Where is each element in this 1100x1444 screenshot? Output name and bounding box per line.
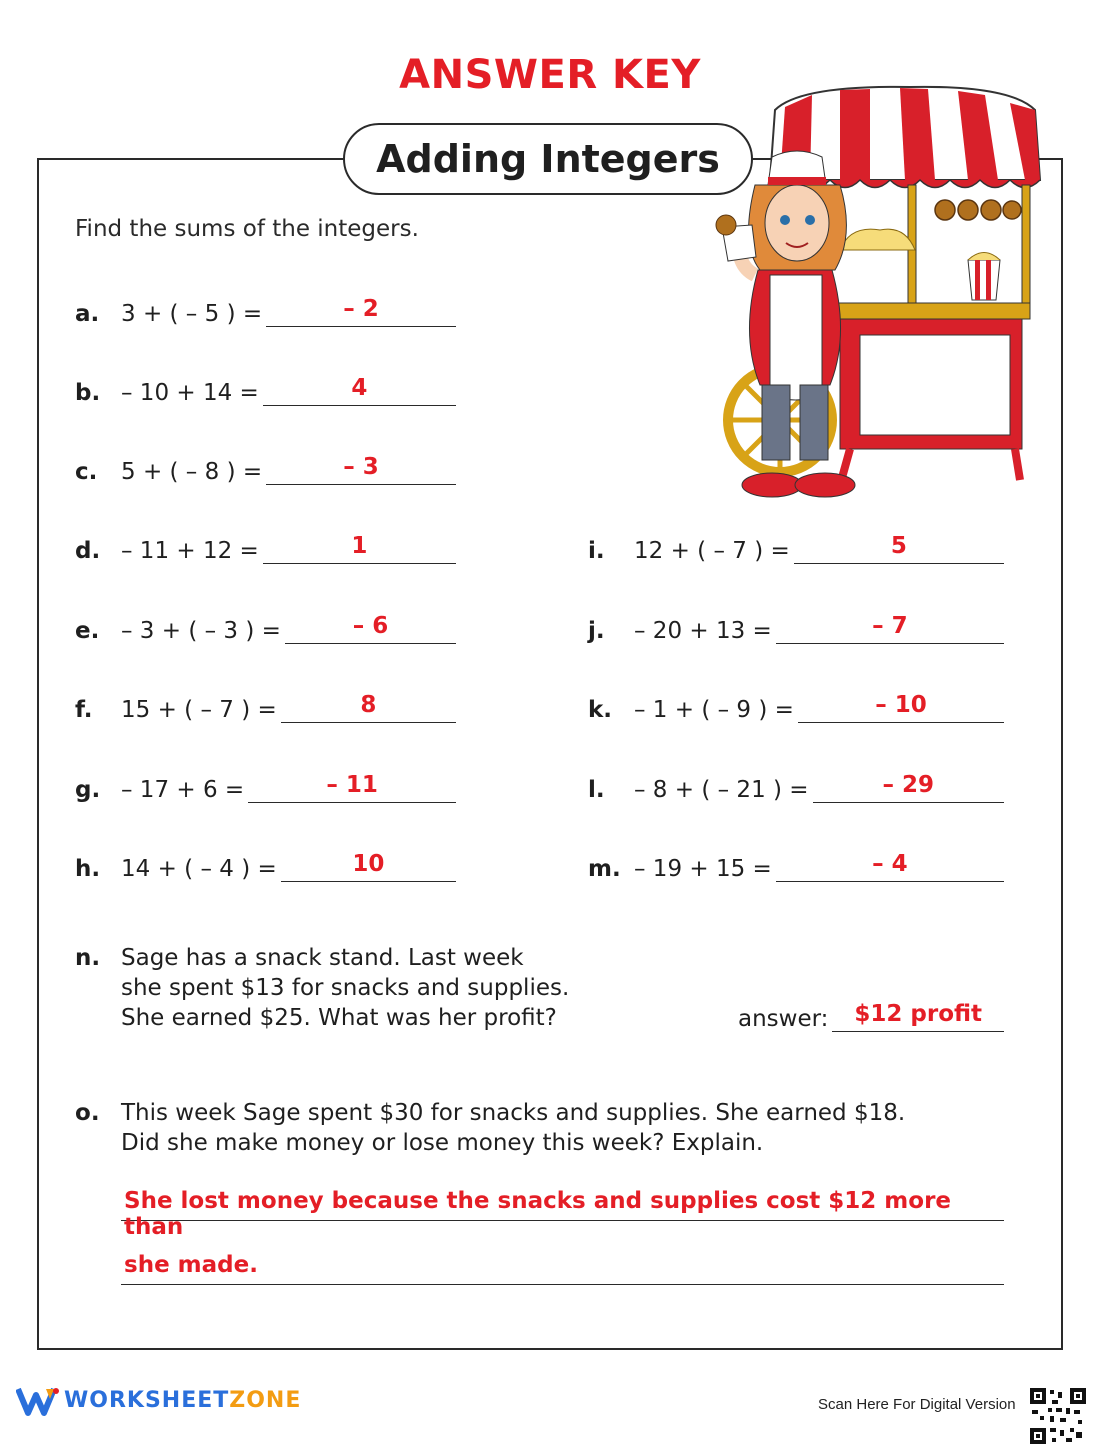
answer-blank[interactable] (813, 772, 1004, 803)
problem-expression: 3 + ( – 5 ) = (121, 301, 263, 327)
word-problem-o (75, 1098, 905, 1158)
problem-letter: d. (75, 538, 101, 564)
answer-value: – 4 (872, 851, 908, 877)
explain-answer-text: She lost money because the snacks and supplies cost $12 more than (124, 1188, 952, 1240)
answer-blank[interactable] (263, 375, 456, 406)
problem-e (75, 610, 456, 644)
problem-letter: c. (75, 459, 98, 485)
problem-letter: e. (75, 618, 100, 644)
problem-expression: 14 + ( – 4 ) = (121, 856, 277, 882)
word-n-answer (738, 998, 1004, 1032)
answer-value: – 7 (872, 613, 908, 639)
answer-value: 1 (351, 533, 368, 559)
problem-f (75, 689, 456, 723)
problem-letter: i. (588, 538, 605, 564)
problem-letter: o. (75, 1100, 100, 1126)
problem-expression: – 8 + ( – 21 ) = (634, 777, 809, 803)
scan-caption: Scan Here For Digital Version (818, 1396, 1016, 1413)
answer-value: 5 (890, 533, 907, 559)
problem-text-line: Sage has a snack stand. Last week (121, 945, 524, 971)
answer-blank[interactable] (794, 533, 1004, 564)
problem-j (588, 610, 1004, 644)
problem-expression: – 11 + 12 = (121, 538, 259, 564)
problem-letter: n. (75, 945, 101, 971)
worksheetzone-logo[interactable] (16, 1383, 301, 1417)
problem-expression: – 17 + 6 = (121, 777, 245, 803)
explain-line-2[interactable] (121, 1250, 1004, 1285)
answer-label: answer: (738, 1006, 829, 1032)
answer-value: 10 (352, 851, 385, 877)
problem-letter: j. (588, 618, 605, 644)
problem-letter: h. (75, 856, 101, 882)
problem-expression: – 10 + 14 = (121, 380, 259, 406)
problem-k (588, 689, 1004, 723)
worksheetzone-w-icon (16, 1383, 60, 1417)
answer-value: – 29 (882, 772, 935, 798)
problem-l (588, 769, 1004, 803)
problem-text-line: She earned $25. What was her profit? (121, 1005, 557, 1031)
problem-c (75, 451, 456, 485)
problem-i (588, 530, 1004, 564)
answer-blank[interactable] (776, 613, 1004, 644)
answer-blank[interactable] (776, 851, 1004, 882)
answer-value: – 10 (875, 692, 927, 718)
answer-blank[interactable] (281, 692, 456, 723)
problem-letter: k. (588, 697, 613, 723)
answer-value: $12 profit (854, 1001, 983, 1027)
problem-a (75, 293, 456, 327)
answer-blank[interactable] (263, 533, 456, 564)
instructions: Find the sums of the integers. (75, 216, 419, 242)
answer-blank[interactable] (285, 613, 456, 644)
problem-letter: b. (75, 380, 101, 406)
problem-letter: f. (75, 697, 93, 723)
problem-b (75, 372, 456, 406)
explain-answer-text: she made. (124, 1252, 258, 1278)
problem-g (75, 769, 456, 803)
problem-text-line: This week Sage spent $30 for snacks and supplies. She earned $18. (121, 1100, 906, 1126)
answer-blank[interactable] (266, 454, 456, 485)
problem-m (588, 848, 1004, 882)
snack-stand-vendor-illustration (700, 85, 1045, 505)
answer-value: – 11 (326, 772, 378, 798)
problem-expression: – 19 + 15 = (634, 856, 772, 882)
problem-letter: m. (588, 856, 621, 882)
problem-letter: a. (75, 301, 100, 327)
brand-name-a: WORKSHEET (64, 1387, 230, 1413)
problem-d (75, 530, 456, 564)
problem-letter: l. (588, 777, 605, 803)
problem-expression: 12 + ( – 7 ) = (634, 538, 790, 564)
answer-value: – 2 (343, 296, 379, 322)
qr-code-icon[interactable] (1030, 1388, 1086, 1444)
answer-value: 8 (360, 692, 377, 718)
problem-expression: 5 + ( – 8 ) = (121, 459, 263, 485)
problem-expression: – 3 + ( – 3 ) = (121, 618, 281, 644)
brand-name-b: ZONE (229, 1387, 302, 1413)
problem-text-line: she spent $13 for snacks and supplies. (121, 975, 570, 1001)
answer-blank[interactable] (266, 296, 456, 327)
answer-value: – 6 (352, 613, 389, 639)
answer-blank[interactable] (281, 851, 456, 882)
problem-expression: 15 + ( – 7 ) = (121, 697, 277, 723)
problem-letter: g. (75, 777, 101, 803)
problem-h (75, 848, 456, 882)
answer-blank[interactable] (832, 1001, 1004, 1032)
answer-key-heading: ANSWER KEY (399, 52, 701, 98)
answer-blank[interactable] (798, 692, 1004, 723)
worksheet-title: Adding Integers (343, 123, 753, 195)
explain-line-1[interactable] (121, 1186, 1004, 1240)
problem-expression: – 20 + 13 = (634, 618, 772, 644)
answer-value: – 3 (343, 454, 379, 480)
problem-expression: – 1 + ( – 9 ) = (634, 697, 794, 723)
problem-text-line: Did she make money or lose money this week? Explain. (121, 1130, 764, 1156)
word-problem-n (75, 943, 569, 1033)
answer-blank[interactable] (248, 772, 456, 803)
answer-value: 4 (351, 375, 368, 401)
